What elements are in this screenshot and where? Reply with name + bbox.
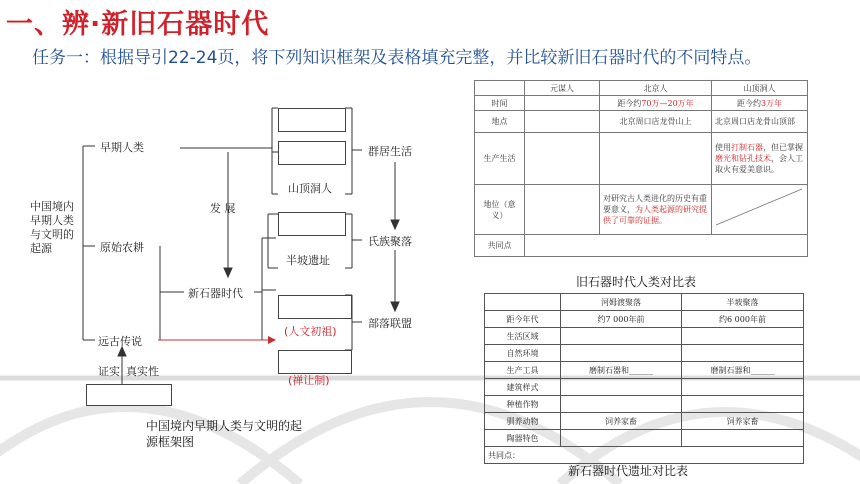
table1-cell[interactable] bbox=[712, 96, 808, 111]
table-row bbox=[485, 396, 804, 413]
text-span: ，会人工取火 bbox=[715, 154, 803, 174]
early-humans-table bbox=[474, 80, 808, 257]
table-row bbox=[475, 185, 808, 235]
blank-box-legend-1[interactable] bbox=[278, 295, 352, 319]
table-row bbox=[475, 111, 808, 133]
table2-cell[interactable]: 约7 000年前 bbox=[561, 311, 682, 328]
text-span: 磨光和钻孔技术 bbox=[715, 154, 771, 163]
table1-header-row bbox=[475, 81, 808, 96]
text-span: 对研究古人类进化的历史有重要意义， bbox=[603, 194, 707, 214]
table1-header-shanding: 山顶洞人 bbox=[712, 81, 808, 96]
banpo-label: 半坡遗址 bbox=[286, 254, 330, 267]
ancient-legends-label: 远古传说 bbox=[98, 335, 142, 348]
table2-cell[interactable] bbox=[561, 345, 682, 362]
time-prefix: 距今约 bbox=[736, 98, 761, 108]
table-row bbox=[485, 328, 804, 345]
table1-cell[interactable]: 北京周口店龙骨山上 bbox=[600, 111, 712, 133]
table2-row-label: 距今年代 bbox=[485, 311, 561, 328]
table2-cell[interactable] bbox=[682, 345, 804, 362]
blank-box-evidence[interactable] bbox=[86, 384, 172, 406]
table2-row-label: 生产工具 bbox=[485, 362, 561, 379]
table2-row-label: 建筑样式 bbox=[485, 379, 561, 396]
table2-cell[interactable] bbox=[561, 379, 682, 396]
text-span: 为人类起源的研究提供了可靠的证据。 bbox=[603, 205, 707, 225]
neolithic-sites-table bbox=[484, 293, 804, 464]
table2-cell[interactable]: 饲养家畜 bbox=[561, 413, 682, 430]
table2-row-label: 驯养动物 bbox=[485, 413, 561, 430]
diagonal-line bbox=[712, 185, 808, 235]
blank-box-neolithic[interactable] bbox=[278, 212, 346, 236]
tribal-alliance-label: 部落联盟 bbox=[368, 317, 412, 330]
table1-header-yuanmou: 元谋人 bbox=[525, 81, 600, 96]
blank-box-early-2[interactable] bbox=[278, 141, 346, 165]
group-living-label: 群居生活 bbox=[368, 145, 412, 158]
time-prefix: 距今约 bbox=[617, 98, 642, 108]
table2-cell[interactable] bbox=[682, 379, 804, 396]
table-row bbox=[485, 345, 804, 362]
task-instruction: 任务一：根据导引22-24页，将下列知识框架及表格填充完整，并比较新旧石器时代的不同特点。 bbox=[32, 48, 762, 68]
authenticity-label: 真实性 bbox=[126, 365, 159, 378]
table-row bbox=[485, 413, 804, 430]
table1-header-empty bbox=[475, 81, 525, 96]
table-row bbox=[485, 379, 804, 396]
table1-cell[interactable] bbox=[600, 185, 712, 235]
text-span: 使用 bbox=[715, 143, 731, 152]
text-span: 打制石器 bbox=[731, 143, 763, 152]
table1-cell[interactable] bbox=[525, 96, 600, 111]
renwen-chuzu-label: (人文初祖) bbox=[284, 325, 337, 338]
blank-box-early-1[interactable] bbox=[278, 108, 346, 132]
table1-header-beijing: 北京人 bbox=[600, 81, 712, 96]
table2-cell[interactable] bbox=[561, 328, 682, 345]
table1-cell[interactable]: 北京周口店龙骨山顶部 bbox=[712, 111, 808, 133]
table2-common-cell[interactable]: 共同点： bbox=[485, 447, 804, 464]
verify-label: 证实 bbox=[98, 365, 120, 378]
table-row bbox=[485, 311, 804, 328]
table1-cell[interactable] bbox=[712, 133, 808, 185]
table1-cell[interactable] bbox=[525, 133, 600, 185]
table-row bbox=[485, 362, 804, 379]
table2-cell[interactable]: 磨制石器和______ bbox=[682, 362, 804, 379]
table1-cell[interactable] bbox=[600, 96, 712, 111]
table1-row-label: 生产生活 bbox=[475, 133, 525, 185]
table2-cell[interactable] bbox=[682, 396, 804, 413]
table2-header-hemudu: 河姆渡聚落 bbox=[561, 294, 682, 311]
table-row bbox=[475, 133, 808, 185]
table-row bbox=[485, 447, 804, 464]
table1-cell[interactable] bbox=[525, 235, 808, 257]
neolithic-label: 新石器时代 bbox=[188, 287, 243, 300]
table2-header-row bbox=[485, 294, 804, 311]
clan-settlement-label: 氏族聚落 bbox=[368, 235, 412, 248]
primitive-farming-label: 原始农耕 bbox=[100, 241, 144, 254]
shandingdong-label: 山顶洞人 bbox=[288, 182, 332, 195]
table1-cell[interactable] bbox=[525, 111, 600, 133]
development-label: 发 展 bbox=[210, 202, 236, 215]
shanrang-label: (禅让制) bbox=[288, 374, 330, 387]
time-value: 3万年 bbox=[760, 98, 783, 108]
table2-row-label: 生活区域 bbox=[485, 328, 561, 345]
table1-row-label: 时间 bbox=[475, 96, 525, 111]
table2-header-banpo: 半坡聚落 bbox=[682, 294, 804, 311]
table1-row-label: 地位（意义） bbox=[475, 185, 525, 235]
table1-cell[interactable] bbox=[525, 185, 600, 235]
blank-box-legend-2[interactable] bbox=[278, 350, 352, 374]
table2-header-empty bbox=[485, 294, 561, 311]
table2-cell[interactable] bbox=[682, 328, 804, 345]
text-span: 有爱美意识。 bbox=[731, 165, 779, 174]
framework-caption: 中国境内早期人类与文明的起源框架图 bbox=[146, 419, 303, 449]
table2-row-label: 陶器特色 bbox=[485, 430, 561, 447]
table2-caption: 新石器时代遗址对比表 bbox=[568, 464, 689, 478]
table1-row-label: 共同点 bbox=[475, 235, 525, 257]
table1-row-label: 地点 bbox=[475, 111, 525, 133]
table2-cell[interactable]: 饲养家畜 bbox=[682, 413, 804, 430]
table1-cell[interactable] bbox=[712, 185, 808, 235]
table2-cell[interactable]: 约6 000年前 bbox=[682, 311, 804, 328]
framework-root: 中国境内早期人类与文明的起源 bbox=[30, 200, 74, 255]
early-humans-label: 早期人类 bbox=[100, 141, 144, 154]
table-row bbox=[475, 96, 808, 111]
table2-cell[interactable] bbox=[561, 430, 682, 447]
table-row bbox=[475, 235, 808, 257]
table-row bbox=[485, 430, 804, 447]
table2-cell[interactable] bbox=[561, 396, 682, 413]
table2-title: 旧石器时代人类对比表 bbox=[576, 275, 697, 289]
table2-row-label: 种植作物 bbox=[485, 396, 561, 413]
table2-cell[interactable]: 磨制石器和______ bbox=[561, 362, 682, 379]
page-title: 一、辨·新旧石器时代 bbox=[6, 9, 270, 40]
table2-cell[interactable] bbox=[682, 430, 804, 447]
table2-row-label: 自然环境 bbox=[485, 345, 561, 362]
time-value: 70万—20万年 bbox=[641, 98, 694, 108]
table1-cell[interactable] bbox=[600, 133, 712, 185]
text-span: ，但已掌握 bbox=[763, 143, 803, 152]
